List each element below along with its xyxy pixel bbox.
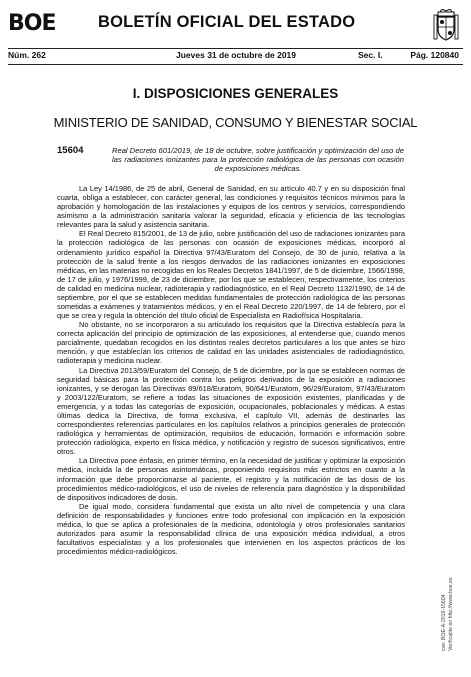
page-number: Pág. 120840 (410, 50, 459, 60)
paragraph: La Ley 14/1986, de 25 de abril, General de Sanidad, en su artículo 40.7 y en su disposición final cuarta, obliga a establecer, con carácter general, las condiciones y requisitos técnicos mínimos para la aprobación y homologación de las instalaciones y equipos de los centros y servicios, correspondiendo asimismo a la administración sanitaria valorar la seguridad, eficacia y eficiencia de las tecnologías relevantes para la salud y asistencia sanitaria. (57, 184, 405, 230)
verification-note (441, 556, 459, 651)
issue-date: Jueves 31 de octubre de 2019 (176, 50, 297, 60)
boe-logo-text: BOE (8, 11, 56, 36)
header-meta (8, 50, 463, 64)
entry-number: 15604 (57, 145, 84, 156)
ministry-title: MINISTERIO DE SANIDAD, CONSUMO Y BIENESTAR SOCIAL (53, 115, 418, 130)
section-title: I. DISPOSICIONES GENERALES (132, 86, 339, 101)
body-text (57, 184, 405, 556)
section-label: Sec. I. (358, 50, 383, 60)
paragraph: La Directiva pone énfasis, en primer término, en la necesidad de justificar y optimizar la exposición médica, incluida la de personas asintomáticas, proponiendo requisitos más estrictos en cuanto a la información que debe proporcionarse al paciente, el registro y la notificación de las dosis de los procedimientos médico-radiológicos, el uso de niveles de referencia para diagnóstico y la disponibilidad de dispositivos indicadores de dosis. (57, 456, 405, 502)
entry-title: Real Decreto 601/2019, de 18 de octubre, sobre justificación y optimización del uso de las radiaciones ionizantes para la protección radiológica de las personas con ocasión de exposiciones médicas. (112, 146, 404, 174)
verification-url: Verificable en http://www.boe.es (448, 577, 454, 651)
cve-code: cve: BOE-A-2019-15604 (441, 594, 447, 651)
header-rule-bottom (8, 64, 463, 65)
page-header (8, 11, 463, 47)
paragraph: El Real Decreto 815/2001, de 13 de julio, sobre justificación del uso de radiaciones ionizantes para la protección radiológica de las personas con ocasión de exposiciones médicas, incorporó al ordenamiento jurídico español la Directiva 97/43/Euratom del Consejo, de 30 de junio, relativa a la protección de la salud frente a los riesgos derivados de las radiaciones ionizantes en exposiciones médicas, en las materias no recogidas en los Reales Decretos 1841/1997, de 5 de diciembre, 1566/1998, de 17 de julio, y 1976/1999, de 23 de diciembre, por los que se establecen, respectivamente, los criterios de calidad en medicina nuclear, radioterapia y radiodiagnóstico, en el Real Decreto 1132/1990, de 14 de septiembre, por el que se establecen medidas fundamentales de protección radiológica de las personas sometidas a exámenes y tratamientos médicos, y en el Real Decreto 220/1997, de 14 de febrero, por el que se crea y regula la obtención del título oficial de Especialista en Radiofísica Hospitalaria. (57, 229, 405, 321)
paragraph: La Directiva 2013/59/Euratom del Consejo, de 5 de diciembre, por la que se establecen normas de seguridad básicas para la protección contra los peligros derivados de la exposición a radiaciones ionizantes, y se derogan las Directivas 89/618/Euratom, 90/641/Euratom, 96/29/Euratom, 97/43/Euratom y 2003/122/Euratom, se refiere a todas las situaciones de exposición existentes, planificadas y de emergencia, y a todas las categorías de exposición, ocupacionales, poblacionales y médicas. A estas últimas dedica la Directiva, de forma exclusiva, el capítulo VII, además de destinarles las correspondientes referencias particulares en los capítulos relativos a principios generales de protección radiológica y herramientas de optimización, requisitos de educación, formación e información sobre protección radiológica, experto en física médica, y notificación y registro de sucesos significativos, entre otros. (57, 365, 405, 457)
coat-of-arms-icon (433, 9, 459, 43)
paragraph: De igual modo, considera fundamental que exista un alto nivel de competencia y una clara definición de responsabilidades y funciones entre todo profesional con implicación en la exposición médica, lo que se aplica a profesionales de la medicina, odontología y otros profesionales sanitarios autorizados para asumir la responsabilidad clínica de una exposición médica individual, a otros facultativos especialistas y a los profesionales que intervienen en los aspectos prácticos de los procedimientos médico-radiológicos. (57, 501, 405, 557)
paragraph: No obstante, no se incorporaron a su articulado los requisitos que la Directiva establecía para la correcta aplicación del principio de optimización de las exposiciones, al entenderse que, cuando menos parcialmente, quedaban recogidos en los distintos reales decretos particulares a los que antes se hizo mención, y que establecían los criterios de calidad en las unidades asistenciales de radiodiagnóstico, radioterapia y medicina nuclear. (57, 320, 405, 366)
header-rule-top (8, 48, 463, 49)
issue-number: Núm. 262 (8, 50, 46, 60)
bulletin-title: BOLETÍN OFICIAL DEL ESTADO (98, 13, 356, 31)
boe-logo (8, 11, 56, 36)
